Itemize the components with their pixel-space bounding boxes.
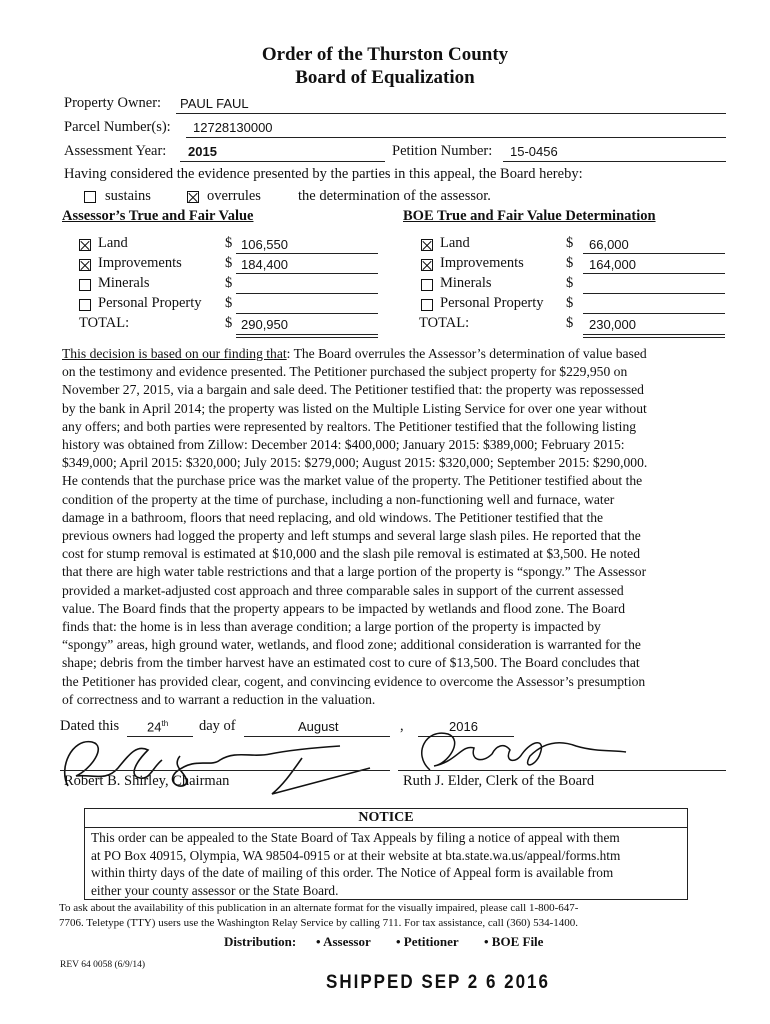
field-underline bbox=[236, 337, 378, 338]
decision-line: by the bank in April 2014; the property was listed on the Multiple Listing Service for over one year without bbox=[62, 400, 647, 416]
decision-paragraph bbox=[62, 345, 722, 709]
notice-line: either your county assessor or the State Board. bbox=[91, 882, 339, 898]
access-line: To ask about the availability of this publication in an alternate format for the visually impaired, please call 1-800-647- bbox=[59, 902, 579, 914]
day-value: 24 bbox=[147, 719, 162, 735]
assessor-dollar: $ bbox=[225, 275, 233, 291]
assessor-total-value[interactable]: 290,950 bbox=[241, 317, 288, 332]
owner-underline bbox=[176, 113, 726, 114]
assessor-personal-checkbox[interactable] bbox=[79, 299, 91, 311]
boe-minerals-label: Minerals bbox=[440, 275, 492, 291]
field-underline bbox=[583, 313, 725, 314]
field-underline bbox=[583, 293, 725, 294]
boe-dollar: $ bbox=[566, 295, 574, 311]
decision-lead: This decision is based on our finding that bbox=[62, 346, 287, 361]
assessor-dollar: $ bbox=[225, 235, 233, 251]
assessor-land-value[interactable]: 106,550 bbox=[241, 237, 288, 252]
decision-line: He contends that the purchase price was the market value of the property. The Petitioner testified about the bbox=[62, 473, 643, 489]
assessor-dollar: $ bbox=[225, 315, 233, 331]
decision-line: any offers; and both parties were represented by realtors. The Petitioner testified that the following listing bbox=[62, 418, 637, 434]
assessor-improvements-value[interactable]: 184,400 bbox=[241, 257, 288, 272]
boe-improvements-checkbox[interactable] bbox=[421, 259, 433, 271]
month-field[interactable]: August bbox=[298, 719, 339, 734]
page-subtitle: Board of Equalization bbox=[295, 67, 475, 88]
decision-line: that there are high water table restrictions and that a large portion of the property is “spongy.” The Assessor bbox=[62, 564, 647, 580]
dated-this-label: Dated this bbox=[60, 718, 120, 734]
notice-body bbox=[91, 829, 685, 899]
notice-title: NOTICE bbox=[85, 809, 687, 828]
determination-text: the determination of the assessor. bbox=[298, 188, 491, 204]
boe-dollar: $ bbox=[566, 255, 574, 271]
assessor-total-label: TOTAL: bbox=[79, 315, 130, 331]
field-underline bbox=[583, 337, 725, 338]
petition-label: Petition Number: bbox=[392, 143, 493, 159]
boe-header: BOE True and Fair Value Determination bbox=[403, 208, 656, 224]
sustains-label: sustains bbox=[105, 188, 151, 204]
decision-line: damage in a bathroom, floors that need replacing, and old windows. The Petitioner testified that the bbox=[62, 509, 604, 525]
assessor-land-label: Land bbox=[98, 235, 128, 251]
clerk-name: Ruth J. Elder, Clerk of the Board bbox=[403, 773, 595, 789]
decision-line bbox=[62, 345, 722, 363]
field-underline bbox=[583, 253, 725, 254]
assessor-minerals-checkbox[interactable] bbox=[79, 279, 91, 291]
parcel-field[interactable]: 12728130000 bbox=[193, 120, 273, 135]
boe-land-label: Land bbox=[440, 235, 470, 251]
assessor-personal-label: Personal Property bbox=[98, 295, 202, 311]
distribution-label: Distribution: bbox=[224, 934, 297, 949]
boe-personal-label: Personal Property bbox=[440, 295, 544, 311]
field-underline bbox=[236, 253, 378, 254]
notice-box bbox=[84, 808, 688, 900]
decision-line: cost for stump removal is estimated at $10,000 and the slash pile removal is estimated at $3,500. He noted bbox=[62, 546, 640, 562]
decision-line: history was obtained from Zillow: December 2014: $400,000; January 2015: $389,000; February 2015: bbox=[62, 437, 625, 453]
field-underline bbox=[583, 334, 725, 335]
access-line: 7706. Teletype (TTY) users use the Washington Relay Service by calling 711. For tax assistance, call (360) 534-1400. bbox=[59, 917, 578, 929]
field-underline bbox=[236, 273, 378, 274]
notice-line: This order can be appealed to the State Board of Tax Appeals by filing a notice of appeal with them bbox=[91, 830, 620, 845]
sustains-checkbox[interactable] bbox=[84, 191, 96, 203]
petition-field[interactable]: 15-0456 bbox=[510, 144, 558, 159]
assessor-improvements-checkbox[interactable] bbox=[79, 259, 91, 271]
parcel-label: Parcel Number(s): bbox=[64, 119, 171, 135]
assessor-header: Assessor’s True and Fair Value bbox=[62, 208, 254, 224]
shipped-stamp: SHIPPED SEP 2 6 2016 bbox=[326, 970, 550, 993]
parcel-underline bbox=[186, 137, 726, 138]
boe-improvements-label: Improvements bbox=[440, 255, 524, 271]
accessibility-text bbox=[59, 901, 578, 931]
notice-line: within thirty days of the date of mailing of this order. The Notice of Appeal form is available from bbox=[91, 865, 614, 881]
year-underline bbox=[180, 161, 385, 162]
assessor-improvements-label: Improvements bbox=[98, 255, 182, 271]
decision-line: on the testimony and evidence presented. The Petitioner purchased the subject property for $229,950 on bbox=[62, 364, 628, 380]
decision-line: November 27, 2015, via a bargain and sale deed. The Petitioner testified that: the property was repossessed bbox=[62, 382, 644, 398]
chairman-name: Robert B. Shirley, Chairman bbox=[64, 773, 230, 789]
distribution-boe-file: • BOE File bbox=[484, 934, 544, 949]
assessor-land-checkbox[interactable] bbox=[79, 239, 91, 251]
decision-line: finds that: the home is in less than average condition; a large portion of the property is impacted by bbox=[62, 619, 601, 635]
assessor-minerals-label: Minerals bbox=[98, 275, 150, 291]
year-signed-field[interactable]: 2016 bbox=[449, 719, 478, 734]
boe-total-value[interactable]: 230,000 bbox=[589, 317, 636, 332]
boe-land-value[interactable]: 66,000 bbox=[589, 237, 629, 252]
comma: , bbox=[400, 718, 404, 734]
field-underline bbox=[60, 770, 390, 771]
decision-line: value. The Board finds that the property appears to be impacted by wetlands and flood zone. The Board bbox=[62, 600, 626, 616]
boe-improvements-value[interactable]: 164,000 bbox=[589, 257, 636, 272]
field-underline bbox=[236, 293, 378, 294]
assessor-dollar: $ bbox=[225, 255, 233, 271]
boe-personal-checkbox[interactable] bbox=[421, 299, 433, 311]
decision-line: “spongy” areas, high ground water, wetlands, and flood zone; additional consideration is warranted for the bbox=[62, 637, 641, 653]
petition-underline bbox=[503, 161, 726, 162]
notice-line: at PO Box 40915, Olympia, WA 98504-0915 or at their website at bta.state.wa.us/appeal/forms.htm bbox=[91, 847, 621, 863]
assessor-dollar: $ bbox=[225, 295, 233, 311]
field-underline bbox=[583, 273, 725, 274]
boe-dollar: $ bbox=[566, 235, 574, 251]
field-underline bbox=[236, 313, 378, 314]
decision-line: previous owners had logged the property and left stumps and several large slash piles. He reported that the bbox=[62, 528, 641, 544]
decision-line: the Petitioner has provided clear, cogent, and convincing evidence to overcome the Assessor’s presumption bbox=[62, 673, 646, 689]
decision-line: provided a market-adjusted cost approach and three comparable sales in support of the current assessed bbox=[62, 582, 624, 598]
year-label: Assessment Year: bbox=[64, 143, 167, 159]
overrules-checkbox[interactable] bbox=[187, 191, 199, 203]
field-underline bbox=[398, 770, 726, 771]
boe-dollar: $ bbox=[566, 275, 574, 291]
boe-minerals-checkbox[interactable] bbox=[421, 279, 433, 291]
boe-land-checkbox[interactable] bbox=[421, 239, 433, 251]
year-field[interactable]: 2015 bbox=[188, 144, 217, 159]
owner-field[interactable]: PAUL FAUL bbox=[180, 96, 249, 111]
distribution-assessor: • Assessor bbox=[316, 934, 371, 949]
page-title: Order of the Thurston County bbox=[261, 44, 509, 65]
having-text: Having considered the evidence presented by the parties in this appeal, the Board hereby: bbox=[64, 166, 583, 182]
decision-line: of correctness and to warrant a reduction in the valuation. bbox=[62, 691, 376, 707]
decision-line: shape; debris from the timber harvest have an estimated cost to cure of $13,500. The Board concludes that bbox=[62, 655, 640, 671]
overrules-label: overrules bbox=[207, 188, 261, 204]
boe-total-label: TOTAL: bbox=[419, 315, 470, 331]
decision-line: $349,000; April 2015: $320,000; July 2015: $279,000; August 2015: $320,000; September 2015: $290,000. bbox=[62, 455, 648, 471]
day-suffix: th bbox=[161, 719, 169, 728]
distribution-petitioner: • Petitioner bbox=[396, 934, 459, 949]
owner-label: Property Owner: bbox=[64, 95, 162, 111]
boe-dollar: $ bbox=[566, 315, 574, 331]
day-of-label: day of bbox=[199, 718, 236, 734]
field-underline bbox=[236, 334, 378, 335]
decision-line: condition of the property at the time of purchase, including a non-functioning well and furnace, water bbox=[62, 491, 615, 507]
decision-line-text: : The Board overrules the Assessor’s determination of value based bbox=[286, 346, 647, 361]
form-number: REV 64 0058 (6/9/14) bbox=[60, 960, 146, 970]
